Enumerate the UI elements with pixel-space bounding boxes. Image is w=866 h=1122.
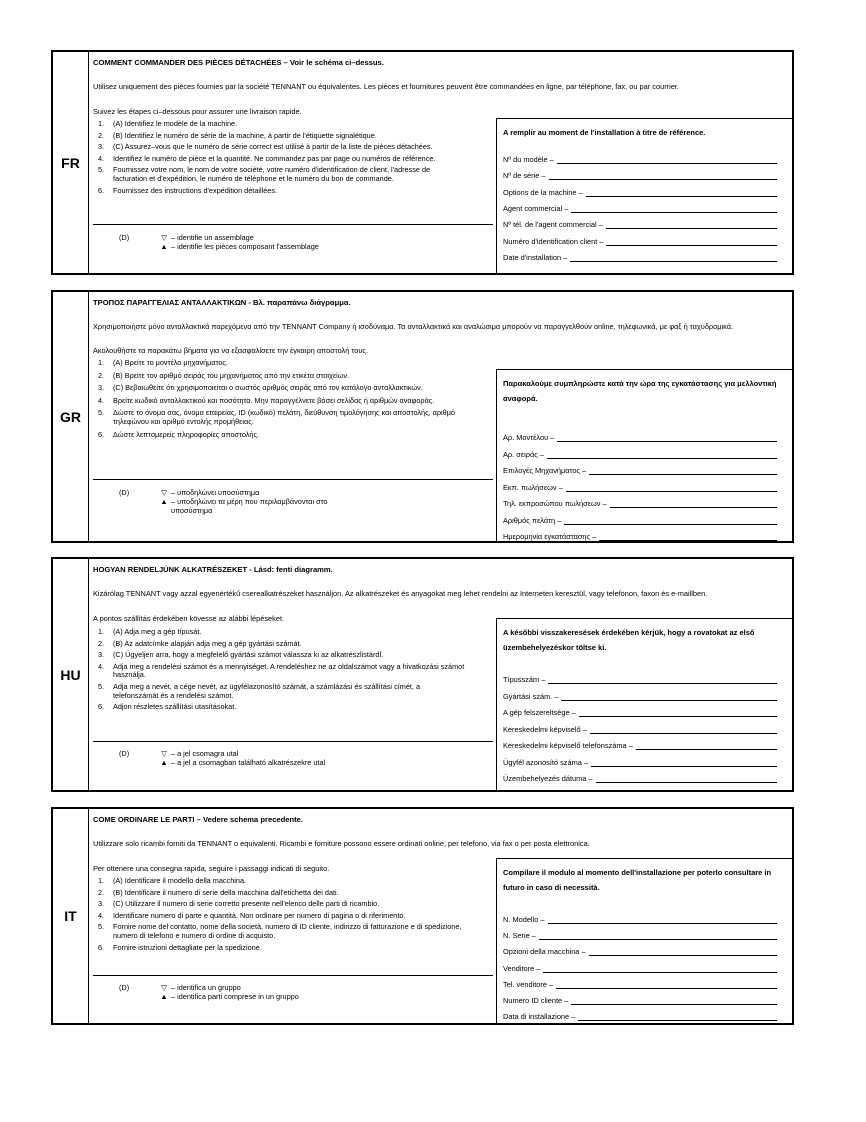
divider: [93, 975, 493, 976]
reference-field-label: Numéro d'identification client –: [503, 236, 604, 246]
section-gr: [51, 290, 794, 543]
legend-open-text: – identifie un assemblage: [171, 233, 254, 242]
filled-triangle-icon: ▲: [160, 242, 168, 251]
divider: [93, 741, 493, 742]
step-text: Fornire nome del contatto, nome della società, numero di ID cliente, indirizzo di fatturazione e di spedizione, numero di telefono e numero di ordine di acquisto.: [113, 922, 462, 940]
step-text: Adja meg a rendelési számot és a mennyiséget. A rendeléshez ne az oldalszámot vagy a hivatkozási számot használja.: [113, 661, 465, 680]
step-text: Adjon részletes szállítási utasításokat.: [113, 702, 237, 712]
reference-field-label: Αρ. Μοντέλου –: [503, 433, 555, 442]
reference-field: [503, 433, 777, 442]
step-item: [93, 663, 465, 680]
reference-field-label: Ügyfél azonosító száma –: [503, 757, 589, 767]
intro-text: Utilizzare solo ricambi forniti da TENNANT o equivalenti. Ricambi e forniture possono essere ordinati online, per telefono, via fax o per posta elettronica.: [93, 839, 590, 848]
step-text: (B) Identificare il numero di serie della macchina dall'etichetta dei dati.: [113, 887, 339, 897]
reference-field-label: Opzioni della macchina –: [503, 947, 586, 957]
reference-field-label: A gép felszereltsége –: [503, 708, 576, 717]
reference-field: [503, 188, 777, 197]
blank-entry-line[interactable]: [579, 709, 777, 717]
step-text: Fournissez des instructions d'expédition détaillées.: [113, 185, 278, 195]
step-number: 6.: [98, 429, 105, 439]
step-item: [93, 143, 465, 152]
steps-lead: Per ottenere una consegna rapida, seguire i passaggi indicati di seguito.: [93, 864, 330, 873]
reference-heading: Compilare il modulo al momento dell'installazione per poterlo consultare in futuro in caso di necessità.: [503, 868, 772, 892]
steps-lead: Ακολουθήστε τα παρακάτω βήματα για να εξασφαλίσετε την έγκαιρη αποστολή τους.: [93, 346, 368, 355]
step-item: [93, 923, 465, 940]
step-number: 1.: [98, 627, 105, 636]
step-item: [93, 877, 465, 886]
reference-field: [503, 692, 777, 701]
language-code: HU: [53, 559, 89, 790]
reference-field-label: Τηλ. εκπροσώπου πωλήσεων –: [503, 499, 607, 508]
step-item: [93, 900, 465, 909]
blank-entry-line[interactable]: [591, 759, 777, 767]
reference-field: [503, 947, 777, 956]
blank-entry-line[interactable]: [606, 221, 777, 229]
reference-field: [503, 237, 777, 246]
reference-field-label: Üzembehelyezés dátuma –: [503, 774, 593, 783]
blank-entry-line[interactable]: [571, 997, 777, 1005]
step-item: [93, 397, 465, 406]
reference-field: [503, 516, 777, 525]
intro-text: Χρησιμοποιήστε μόνο ανταλλακτικά παρεχόμενα από την TENNANT Company ή ισοδύναμα. Τα ανταλλακτικά και αναλώσιμα μπορούν να παραγγελθούν online, τηλεφωνικά, με φαξ ή ταχυδρομικά.: [93, 322, 734, 331]
reference-field-label: Εκπ. πωλήσεων –: [503, 482, 563, 492]
step-text: Βρείτε κωδικό ανταλλακτικού και ποσότητα. Μην παραγγέλνετε βάσει σελίδας ή αριθμών αναφοράς.: [113, 395, 435, 405]
language-code: GR: [53, 292, 89, 541]
filled-triangle-icon: ▲: [160, 497, 168, 506]
blank-entry-line[interactable]: [610, 500, 777, 508]
step-text: Fournissez votre nom, le nom de votre société, votre numéro d'identification de client, l'adresse de facturation et d'expédition, le numéro de téléphone et le numéro du bon de commande.: [113, 165, 431, 183]
reference-field: [503, 741, 777, 750]
step-text: Fornire istruzioni dettagliate per la spedizione.: [113, 942, 262, 952]
filled-triangle-icon: ▲: [160, 992, 168, 1001]
open-triangle-icon: ▽: [161, 488, 167, 497]
step-item: [93, 889, 465, 898]
reference-field-label: Nº tél. de l'agent commercial –: [503, 220, 603, 230]
step-number: 3.: [98, 383, 105, 393]
reference-field-label: Data di installazione –: [503, 1012, 576, 1022]
step-number: 5.: [98, 681, 105, 691]
step-item: [93, 944, 465, 953]
step-text: (B) Identifiez le numéro de série de la machine, à partir de l'étiquette signalétique.: [113, 130, 377, 140]
legend-open-text: – a jel csomagra utal: [171, 749, 239, 758]
blank-entry-line[interactable]: [547, 451, 777, 459]
reference-field-label: Kereskedelmi képviselő telefonszáma –: [503, 741, 633, 750]
step-item: [93, 628, 465, 637]
legend-filled-text: – υποδηλώνει τα μέρη που περιλαμβάνονται στο υποσύστημα: [171, 497, 328, 515]
step-text: Identifiez le numéro de pièce et la quantité. Ne commandez pas par page ou numéros de référence.: [113, 153, 436, 163]
reference-field-label: Date d'installation –: [503, 252, 568, 262]
blank-entry-line[interactable]: [561, 693, 777, 701]
step-text: Adja meg a nevét, a cége nevét, az ügyfélazonosító számát, a számlázási és szállítási címét, a telefonszámát és a rendelési számot.: [113, 681, 421, 700]
reference-box: [496, 118, 792, 273]
section-title: COMMENT COMMANDER DES PIÈCES DÉTACHÉES – Voir le schéma ci–dessus.: [93, 58, 384, 67]
blank-entry-line[interactable]: [556, 981, 777, 989]
step-text: (C) Utilizzare il numero di serie corretto presente nell'elenco delle parti di ricambio.: [113, 899, 380, 909]
step-number: 5.: [98, 165, 105, 175]
step-text: Δώστε λεπτομερείς πληροφορίες αποστολής.: [113, 429, 260, 439]
blank-entry-line[interactable]: [586, 189, 777, 197]
step-item: [93, 683, 465, 700]
step-number: 2.: [98, 638, 105, 648]
blank-entry-line[interactable]: [564, 517, 777, 525]
step-item: [93, 372, 465, 381]
reference-box: [496, 618, 792, 790]
legend-label: (D): [119, 233, 130, 242]
reference-field: [503, 450, 777, 459]
step-number: 5.: [98, 408, 105, 418]
reference-field-label: Nº du modèle –: [503, 155, 554, 164]
legend: [119, 983, 299, 1001]
step-number: 3.: [98, 899, 105, 909]
legend-label: (D): [119, 983, 130, 992]
legend: [119, 488, 327, 515]
reference-field: [503, 980, 777, 989]
step-number: 3.: [98, 650, 105, 660]
step-number: 6.: [98, 702, 105, 712]
reference-field-label: Kereskedelmi képviselő –: [503, 724, 587, 734]
steps-list: [93, 628, 465, 715]
step-item: [93, 166, 465, 183]
reference-field: [503, 499, 777, 508]
steps-lead: Suivez les étapes ci–dessous pour assurer une livraison rapide.: [93, 107, 302, 116]
reference-field: [503, 483, 777, 492]
step-number: 4.: [98, 395, 105, 405]
step-number: 1.: [98, 876, 105, 885]
legend-open-text: – identifica un gruppo: [171, 983, 241, 992]
blank-entry-line[interactable]: [548, 916, 778, 924]
step-item: [93, 651, 465, 660]
reference-field-label: Options de la machine –: [503, 187, 583, 197]
step-number: 2.: [98, 887, 105, 897]
step-number: 3.: [98, 142, 105, 152]
reference-field: [503, 725, 777, 734]
blank-entry-line[interactable]: [606, 238, 777, 246]
step-item: [93, 384, 465, 393]
open-triangle-icon: ▽: [161, 233, 167, 242]
reference-field: [503, 996, 777, 1005]
reference-field: [503, 774, 777, 783]
reference-field-label: N. Serie –: [503, 931, 536, 941]
reference-field: [503, 532, 777, 541]
step-item: [93, 409, 465, 426]
step-number: 5.: [98, 922, 105, 932]
reference-field-label: Ημερομηνία εγκατάστασης –: [503, 532, 597, 541]
reference-field-label: Agent commercial –: [503, 203, 569, 213]
legend: [119, 749, 325, 767]
section-fr: [51, 50, 794, 275]
step-number: 6.: [98, 185, 105, 195]
step-text: (A) Identificare il modello della macchina.: [113, 876, 247, 885]
legend-open-text: – υποδηλώνει υποσύστημα: [171, 488, 260, 497]
blank-entry-line[interactable]: [570, 254, 777, 262]
step-item: [93, 640, 465, 649]
step-item: [93, 703, 465, 712]
reference-field-label: Αρ. σειράς –: [503, 449, 544, 459]
step-item: [93, 132, 465, 141]
blank-entry-line[interactable]: [571, 205, 777, 213]
reference-field: [503, 155, 777, 164]
reference-heading: A remplir au moment de l'installation à titre de référence.: [503, 128, 706, 137]
reference-field-label: Αριθμός πελάτη –: [503, 515, 562, 525]
step-number: 1.: [98, 119, 105, 128]
legend: [119, 233, 319, 251]
reference-heading: Παρακαλούμε συμπληρώστε κατά την ώρα της εγκατάστασης για μελλοντική αναφορά.: [503, 379, 777, 403]
step-text: (A) Identifiez le modèle de la machine.: [113, 119, 238, 128]
section-hu: [51, 557, 794, 792]
reference-field: [503, 204, 777, 213]
step-item: [93, 187, 465, 196]
step-text: (A) Βρείτε το μοντέλο μηχανήματος.: [113, 358, 228, 367]
language-code: IT: [53, 809, 89, 1023]
section-title: ΤΡΟΠΟΣ ΠΑΡΑΓΓΕΛΙΑΣ ΑΝΤΑΛΛΑΚΤΙΚΩΝ - Βλ. παραπάνω διάγραμμα.: [93, 298, 351, 307]
blank-entry-line[interactable]: [589, 467, 777, 475]
step-item: [93, 120, 465, 129]
step-number: 2.: [98, 130, 105, 140]
intro-text: Kizárólag TENNANT vagy azzal egyenértékű cserealkatrészeket használjon. Az alkatrészeket és anyagokat meg lehet rendelni az Interneten keresztül, vagy telefonon, faxon és e-maillben.: [93, 589, 708, 598]
step-text: (A) Adja meg a gép típusát.: [113, 627, 202, 636]
steps-list: [93, 877, 465, 955]
legend-label: (D): [119, 488, 130, 497]
legend-filled-text: – identifie les pièces composant l'assemblage: [171, 242, 319, 251]
step-text: (C) Ügyeljen arra, hogy a megfelelő gyártási számot válassza ki az alkatrészlistárdl.: [113, 650, 384, 660]
reference-field: [503, 964, 777, 973]
blank-entry-line[interactable]: [589, 948, 777, 956]
blank-entry-line[interactable]: [548, 676, 777, 684]
step-number: 6.: [98, 942, 105, 952]
reference-field: [503, 253, 777, 262]
step-text: (B) Βρείτε τον αριθμό σειράς του μηχανήματος από την ετικέτα στοιχείων.: [113, 370, 350, 380]
steps-list: [93, 120, 465, 198]
step-number: 4.: [98, 153, 105, 163]
blank-entry-line[interactable]: [539, 932, 777, 940]
section-title: COME ORDINARE LE PARTI – Vedere schema precedente.: [93, 815, 304, 824]
intro-text: Utilisez uniquement des pièces fournies par la société TENNANT ou équivalentes. Les pièces et fournitures peuvent être commandées en ligne, par téléphone, fax, ou par courrier.: [93, 82, 679, 91]
step-number: 2.: [98, 370, 105, 380]
reference-field: [503, 915, 777, 924]
step-text: (B) Az adatcímke alapján adja meg a gép gyártási számát.: [113, 638, 302, 648]
blank-entry-line[interactable]: [566, 484, 777, 492]
divider: [93, 479, 493, 480]
legend-filled-text: – a jel a csomagban található alkatrészekre utal: [171, 758, 326, 767]
reference-field-label: Tel. venditore –: [503, 979, 554, 989]
reference-field-label: Numero ID cliente –: [503, 996, 569, 1005]
step-text: Identificare numero di parte e quantità. Non ordinare per numero di pagina o di riferimento.: [113, 910, 406, 920]
reference-field: [503, 1012, 777, 1021]
open-triangle-icon: ▽: [161, 983, 167, 992]
reference-field: [503, 220, 777, 229]
reference-heading: A későbbi visszakeresések érdekében kérjük, hogy a rovatokat az első üzembehelyezéskor töltse ki.: [503, 628, 755, 652]
reference-field: [503, 171, 777, 180]
blank-entry-line[interactable]: [596, 775, 777, 783]
language-code: FR: [53, 52, 89, 273]
reference-field-label: Nº de série –: [503, 171, 546, 181]
blank-entry-line[interactable]: [578, 1013, 777, 1021]
step-number: 4.: [98, 661, 105, 671]
step-number: 4.: [98, 910, 105, 920]
step-text: Δώστε το όνομα σας, όνομα εταιρείας, ID (κωδικό) πελάτη, διεύθυνση τιμολόγησης και αποστολής, αριθμό τηλεφώνου και αριθμό εντολής προμήθειας.: [113, 408, 455, 426]
reference-box: [496, 369, 792, 541]
blank-entry-line[interactable]: [599, 533, 777, 541]
reference-field-label: Venditore –: [503, 963, 541, 973]
step-item: [93, 912, 465, 921]
reference-field: [503, 708, 777, 717]
reference-field: [503, 931, 777, 940]
blank-entry-line[interactable]: [543, 965, 777, 973]
step-item: [93, 359, 465, 368]
steps-list: [93, 359, 465, 443]
section-title: HOGYAN RENDELJÜNK ALKATRÉSZEKET - Lásd: fenti diagramm.: [93, 565, 333, 574]
legend-filled-text: – identifica parti comprese in un gruppo: [171, 992, 299, 1001]
reference-box: [496, 858, 792, 1023]
filled-triangle-icon: ▲: [160, 758, 168, 767]
blank-entry-line[interactable]: [549, 172, 777, 180]
step-text: (C) Βεβαιωθείτε ότι χρησιμοποιείται ο σωστός αριθμός σειράς από τον κατάλογο ανταλλακτικών.: [113, 383, 423, 393]
steps-lead: A pontos szállítás érdekében kövesse az alábbi lépéseket.: [93, 614, 285, 623]
reference-field-label: N. Modello –: [503, 915, 545, 924]
legend-label: (D): [119, 749, 130, 758]
step-item: [93, 431, 465, 440]
step-text: (C) Assurez–vous que le numéro de série correct est utilisé à partir de la liste de pièces détachées.: [113, 142, 433, 152]
reference-field: [503, 675, 777, 684]
reference-field: [503, 466, 777, 475]
reference-field: [503, 758, 777, 767]
blank-entry-line[interactable]: [636, 742, 777, 750]
section-it: [51, 807, 794, 1025]
open-triangle-icon: ▽: [161, 749, 167, 758]
reference-field-label: Típusszám –: [503, 675, 546, 684]
blank-entry-line[interactable]: [557, 434, 777, 442]
reference-field-label: Επιλογές Μηχανήματος –: [503, 466, 587, 475]
step-number: 1.: [98, 358, 105, 367]
blank-entry-line[interactable]: [590, 726, 777, 734]
step-item: [93, 155, 465, 164]
reference-field-label: Gyártási szám. –: [503, 691, 559, 701]
divider: [93, 224, 493, 225]
blank-entry-line[interactable]: [557, 156, 777, 164]
